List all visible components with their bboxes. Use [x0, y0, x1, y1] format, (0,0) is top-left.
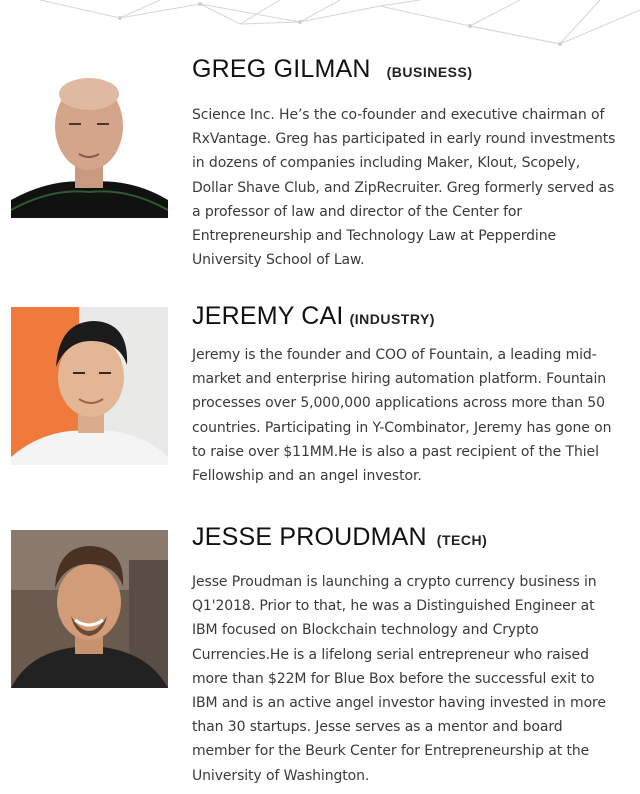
- profile-name: JEREMY CAI: [192, 302, 344, 330]
- profile-text: [192, 57, 622, 272]
- profile-photo: [11, 60, 168, 218]
- profile-bio: Jeremy is the founder and COO of Fountain, a leading mid-market and enterprise hiring automation platform. Fountain processes over 5,000,000 applications across more than 50 countries. Participating in Y-Combinator, Jeremy has gone on to raise over $11MM.He is also a past recipient of the Thiel Fellowship and an angel investor.: [192, 347, 612, 485]
- profile-role: (INDUSTRY): [349, 311, 435, 327]
- profile-text: [192, 304, 622, 488]
- network-pattern-decoration: [0, 0, 640, 60]
- profile-photo: [11, 530, 168, 688]
- profile-role: (BUSINESS): [386, 64, 473, 80]
- profile-heading: [192, 57, 622, 82]
- profile-heading: [192, 304, 622, 329]
- profile-name: GREG GILMAN: [192, 55, 371, 83]
- profile-name: JESSE PROUDMAN: [192, 523, 427, 551]
- profile-text: [192, 525, 622, 788]
- profile-heading: [192, 525, 622, 550]
- profile-role: (TECH): [436, 532, 488, 548]
- profile-bio: Jesse Proudman is launching a crypto currency business in Q1'2018. Prior to that, he was a Distinguished Engineer at IBM focused on Blockchain technology and Crypto Currencies.He is a lifelong serial entrepreneur who raised more than $22M for Blue Box before the successful exit to IBM and is an active angel investor having invested in more than 30 startups. Jesse serves as a mentor and board member for the Beurk Center for Entrepreneurship at the University of Washington.: [192, 574, 606, 784]
- profile-bio: Science Inc. He’s the co-founder and executive chairman of RxVantage. Greg has participated in early round investments in dozens of companies including Maker, Klout, Scopely, Dollar Shave Club, and ZipRecruiter. Greg formerly served as a professor of law and director of the Center for Entrepreneurship and Technology Law at Pepperdine University School of Law.: [192, 107, 616, 269]
- profile-photo: [11, 307, 168, 465]
